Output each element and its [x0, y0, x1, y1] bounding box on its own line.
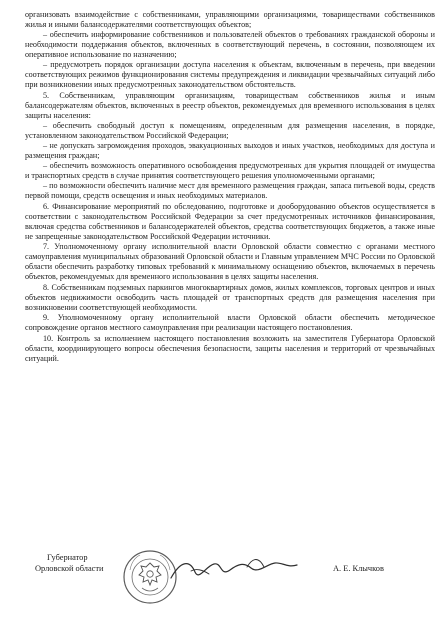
paragraph-11: 8. Собственникам подземных паркингов многоквартирных домов, жилых комплексов, торговых центров и иных объектов недвижимости освободить часть площадей от транспортных средств для размещения населения при возникновении соответствующей необходимости. — [25, 282, 435, 312]
paragraph-5: – обеспечить свободный доступ к помещениям, определенным для размещения населения, в порядке, установленном законодательством Российской Федерации; — [25, 120, 435, 140]
paragraph-8: – по возможности обеспечить наличие мест для временного размещения граждан, запаса питьевой воды, средств первой помощи, средств освещения и иных необходимых материалов. — [25, 181, 435, 201]
signatory-title-line1: Губернатор — [47, 553, 88, 562]
signature-scribble-icon — [165, 550, 315, 590]
signatory-name: А. Е. Клычков — [333, 564, 384, 573]
signatory-title — [35, 552, 104, 574]
paragraph-10: 7. Уполномоченному органу исполнительной власти Орловской области совместно с органами местного самоуправления муниципальных образований Орловской области и Главным управлением МЧС России по Орловской области обеспечить разработку типовых требований к минимальному оснащению объектов, включаемых в перечень объектов, рекомендуемых для временного использования в целях защиты населения. — [25, 242, 435, 282]
paragraph-13: 10. Контроль за исполнением настоящего постановления возложить на заместителя Губернатора Орловской области, координирующего вопросы обеспечения безопасности, защиты населения и территорий от чрезвычайных ситуаций. — [25, 333, 435, 363]
paragraph-9: 6. Финансирование мероприятий по обследованию, подготовке и дооборудованию объектов осуществляется в соответствии с законодательством Российской Федерации за счет предусмотренных источников финансирования, включая средства собственников и балансодержателей объектов, средства соответствующих бюджетов, а также иные не запрещенные законодательством Российской Федерации источники. — [25, 201, 435, 241]
paragraph-4: 5. Собственникам, управляющим организациям, товариществам собственников жилья и иным балансодержателям объектов, включенных в реестр объектов, рекомендуемых для временного использования в целях защиты населения: — [25, 90, 435, 120]
paragraph-12: 9. Уполномоченному органу исполнительной власти Орловской области обеспечить методическое сопровождение органов местного самоуправления при реализации настоящего постановления. — [25, 313, 435, 333]
signatory-title-line2: Орловской области — [35, 564, 104, 573]
paragraph-7: – обеспечить возможность оперативного освобождения предусмотренных для укрытия площадей от имущества и транспортных средств в случае принятия соответствующего решения уполномоченными органами; — [25, 161, 435, 181]
signature-block — [0, 548, 447, 608]
document-body — [25, 10, 435, 364]
paragraph-3: – предусмотреть порядок организации доступа населения к объектам, включенным в перечень, при введении соответствующих режимов функционирования системы предупреждения и ликвидации чрезвычайных ситуаций либо при возникновении иных предусмотренных законодательством обстоятельств. — [25, 60, 435, 90]
paragraph-1: организовать взаимодействие с собственниками, управляющими организациями, товариществами собственников жилья и иными балансодержателями соответствующих объектов; — [25, 10, 435, 30]
paragraph-6: – не допускать загромождения проходов, эвакуационных выходов и иных участков, необходимых для доступа и размещения граждан; — [25, 141, 435, 161]
paragraph-2: – обеспечить информирование собственников и пользователей объектов о требованиях гражданской обороны и необходимости поддержания объектов, включенных в соответствующий перечень, в состоянии, позволяющем их оперативное использование по назначению; — [25, 30, 435, 60]
